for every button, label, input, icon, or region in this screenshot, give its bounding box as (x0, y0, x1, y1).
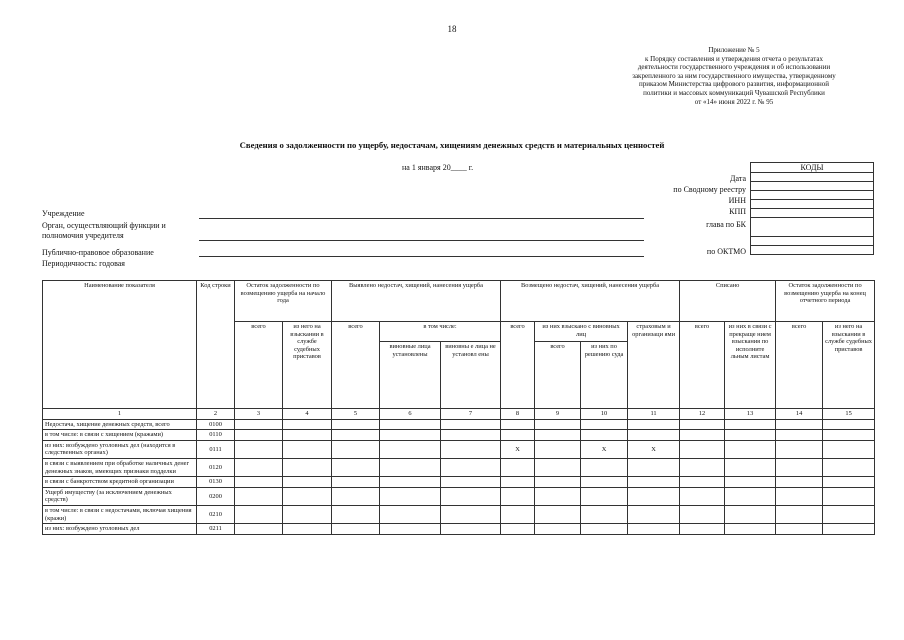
empty-cell (628, 458, 680, 476)
empty-cell (535, 440, 581, 458)
empty-cell (581, 505, 628, 523)
x-mark: Х (501, 440, 535, 458)
appendix-note: Приложение № 5 к Порядку составления и утверждения отчета о результатах деятельности государственного учреждения и об использовании закрепленного за ним государственного имущества, утвержденному приказом Министерства цифрового развития, информационной политики и массовых коммуникаций Чувашской Республики от «14» июня 2022 г. № 95 (632, 46, 836, 106)
empty-cell (776, 524, 823, 535)
row-label: Недостача, хищение денежных средств, всего (43, 419, 197, 430)
empty-cell (725, 505, 776, 523)
row-label: из них: возбуждено уголовных дел (43, 524, 197, 535)
column-number: 2 (197, 409, 235, 420)
empty-cell (332, 524, 380, 535)
empty-cell (235, 524, 283, 535)
document-title: Сведения о задолженности по ущербу, недостачам, хищениям денежных средств и материальных ценностей (239, 140, 665, 150)
table-row (43, 487, 875, 505)
row-label: из них: возбуждено уголовных дел (находится в следственных органах) (43, 440, 197, 458)
registry-label: по Сводному реестру (673, 185, 746, 194)
empty-cell (628, 487, 680, 505)
kpp-label: КПП (729, 207, 746, 216)
empty-cell (283, 419, 332, 430)
empty-cell (823, 477, 875, 488)
empty-cell (535, 477, 581, 488)
empty-cell (332, 419, 380, 430)
page-number: 18 (447, 24, 457, 34)
inn-label: ИНН (728, 196, 746, 205)
empty-cell (680, 419, 725, 430)
empty-cell (581, 458, 628, 476)
empty-cell (823, 524, 875, 535)
public-entity-line (199, 256, 644, 257)
founder-label-2: полномочия учредителя (42, 231, 124, 240)
empty-cell (380, 419, 441, 430)
table-row (43, 505, 875, 523)
codes-header: КОДЫ (751, 163, 874, 173)
empty-cell (441, 458, 501, 476)
empty-cell (501, 505, 535, 523)
header-total: всего (535, 342, 581, 409)
empty-cell (776, 477, 823, 488)
empty-cell (680, 440, 725, 458)
x-mark: Х (581, 440, 628, 458)
header-from-guilty: из них взыскано с виновных лиц (535, 322, 628, 342)
empty-cell (380, 524, 441, 535)
empty-cell (501, 419, 535, 430)
row-code: 0110 (197, 430, 235, 441)
empty-cell (725, 524, 776, 535)
empty-cell (535, 430, 581, 441)
empty-cell (441, 487, 501, 505)
empty-cell (823, 487, 875, 505)
empty-cell (501, 430, 535, 441)
header-total: всего (776, 322, 823, 409)
empty-cell (628, 430, 680, 441)
header-detected: Выявлено недостач, хищений, нанесения ущерба (332, 281, 501, 322)
empty-cell (535, 487, 581, 505)
empty-cell (776, 487, 823, 505)
empty-cell (235, 419, 283, 430)
header-total: всего (235, 322, 283, 409)
table-row (43, 524, 875, 535)
empty-cell (283, 440, 332, 458)
empty-cell (628, 477, 680, 488)
header-indicator: Наименование показателя (43, 281, 197, 409)
empty-cell (535, 505, 581, 523)
empty-cell (501, 477, 535, 488)
empty-cell (380, 487, 441, 505)
empty-cell (332, 505, 380, 523)
row-code: 0211 (197, 524, 235, 535)
empty-cell (535, 458, 581, 476)
institution-label: Учреждение (42, 209, 85, 218)
empty-cell (332, 458, 380, 476)
empty-cell (535, 524, 581, 535)
empty-cell (380, 477, 441, 488)
empty-cell (283, 505, 332, 523)
empty-cell (380, 458, 441, 476)
empty-cell (725, 458, 776, 476)
row-code: 0130 (197, 477, 235, 488)
table-row (43, 430, 875, 441)
column-number: 12 (680, 409, 725, 420)
column-number: 10 (581, 409, 628, 420)
empty-cell (823, 505, 875, 523)
header-total: всего (332, 322, 380, 409)
header-closing-balance: Остаток задолженности по возмещению ущерба на конец отчетного периода (776, 281, 875, 322)
column-number: 7 (441, 409, 501, 420)
column-number: 15 (823, 409, 875, 420)
row-label: в связи с выявлением при обработке наличных денег денежных знаков, имеющих признаки подделки (43, 458, 197, 476)
empty-cell (441, 419, 501, 430)
date-label: Дата (730, 174, 746, 183)
empty-cell (380, 430, 441, 441)
empty-cell (501, 524, 535, 535)
empty-cell (283, 524, 332, 535)
header-guilty-found: виновные лица установлены (380, 342, 441, 409)
table-row (43, 419, 875, 430)
header-court: из них по решению суда (581, 342, 628, 409)
empty-cell (680, 458, 725, 476)
header-including: в том числе: (380, 322, 501, 342)
empty-cell (332, 477, 380, 488)
empty-cell (680, 524, 725, 535)
institution-line (199, 218, 644, 219)
empty-cell (235, 487, 283, 505)
row-label: в том числе: в связи с недостачами, включая хищения (кражи) (43, 505, 197, 523)
column-number: 1 (43, 409, 197, 420)
header-guilty-not-found: виновны е лица не установл ены (441, 342, 501, 409)
row-label: Ущерб имуществу (за исключением денежных средств) (43, 487, 197, 505)
table-row (43, 458, 875, 476)
empty-cell (581, 477, 628, 488)
empty-cell (823, 419, 875, 430)
empty-cell (628, 505, 680, 523)
empty-cell (776, 458, 823, 476)
column-number: 3 (235, 409, 283, 420)
header-total: всего (680, 322, 725, 409)
empty-cell (235, 458, 283, 476)
empty-cell (725, 430, 776, 441)
column-number: 9 (535, 409, 581, 420)
empty-cell (776, 440, 823, 458)
empty-cell (776, 419, 823, 430)
header-bailiffs: из него на взыскании в службе судебных приставов (283, 322, 332, 409)
empty-cell (441, 477, 501, 488)
empty-cell (725, 477, 776, 488)
empty-cell (680, 505, 725, 523)
row-code: 0210 (197, 505, 235, 523)
founder-line (199, 240, 644, 241)
empty-cell (441, 430, 501, 441)
empty-cell (776, 430, 823, 441)
empty-cell (823, 430, 875, 441)
empty-cell (776, 505, 823, 523)
column-number: 6 (380, 409, 441, 420)
column-number: 14 (776, 409, 823, 420)
table-row (43, 477, 875, 488)
column-number: 11 (628, 409, 680, 420)
table-row (43, 440, 875, 458)
header-bankrupt: из них в связи с прекраще нием взыскания по исполните льным листам (725, 322, 776, 409)
empty-cell (725, 440, 776, 458)
empty-cell (283, 477, 332, 488)
empty-cell (581, 487, 628, 505)
empty-cell (680, 477, 725, 488)
x-mark: Х (628, 440, 680, 458)
empty-cell (501, 458, 535, 476)
empty-cell (441, 440, 501, 458)
empty-cell (235, 440, 283, 458)
report-date: на 1 января 20____ г. (402, 163, 474, 172)
empty-cell (628, 419, 680, 430)
oktmo-label: по ОКТМО (706, 247, 746, 256)
header-insurance: страховым и организаци ями (628, 322, 680, 409)
column-number: 13 (725, 409, 776, 420)
empty-cell (441, 505, 501, 523)
periodicity-label: Периодичность: годовая (42, 259, 125, 268)
empty-cell (380, 440, 441, 458)
empty-cell (581, 524, 628, 535)
codes-table (750, 162, 874, 255)
row-code: 0111 (197, 440, 235, 458)
empty-cell (501, 487, 535, 505)
empty-cell (332, 487, 380, 505)
row-code: 0200 (197, 487, 235, 505)
empty-cell (680, 487, 725, 505)
empty-cell (680, 430, 725, 441)
header-code: Код строки (197, 281, 235, 409)
empty-cell (725, 419, 776, 430)
empty-cell (235, 430, 283, 441)
header-opening-balance: Остаток задолженности по возмещению ущерба на начало года (235, 281, 332, 322)
row-code: 0120 (197, 458, 235, 476)
empty-cell (283, 458, 332, 476)
header-reimbursed: Возмещено недостач, хищений, нанесения ущерба (501, 281, 680, 322)
debt-table (42, 280, 875, 535)
empty-cell (823, 440, 875, 458)
row-code: 0100 (197, 419, 235, 430)
row-label: в том числе: в связи с хищением (кражами) (43, 430, 197, 441)
budget-code-label: глава по БК (706, 220, 746, 229)
empty-cell (581, 430, 628, 441)
empty-cell (283, 487, 332, 505)
empty-cell (380, 505, 441, 523)
column-number: 5 (332, 409, 380, 420)
header-bailiffs: из него на взыскании в службе судебных приставов (823, 322, 875, 409)
public-entity-label: Публично-правовое образование (42, 248, 154, 257)
column-number: 8 (501, 409, 535, 420)
empty-cell (628, 524, 680, 535)
empty-cell (535, 419, 581, 430)
empty-cell (441, 524, 501, 535)
empty-cell (332, 430, 380, 441)
empty-cell (235, 505, 283, 523)
empty-cell (332, 440, 380, 458)
empty-cell (283, 430, 332, 441)
empty-cell (725, 487, 776, 505)
row-label: в связи с банкротством кредитной организации (43, 477, 197, 488)
empty-cell (823, 458, 875, 476)
empty-cell (235, 477, 283, 488)
column-number: 4 (283, 409, 332, 420)
header-written-off: Списано (680, 281, 776, 322)
header-total: всего (501, 322, 535, 409)
empty-cell (581, 419, 628, 430)
founder-label: Орган, осуществляющий функции и (42, 221, 166, 230)
